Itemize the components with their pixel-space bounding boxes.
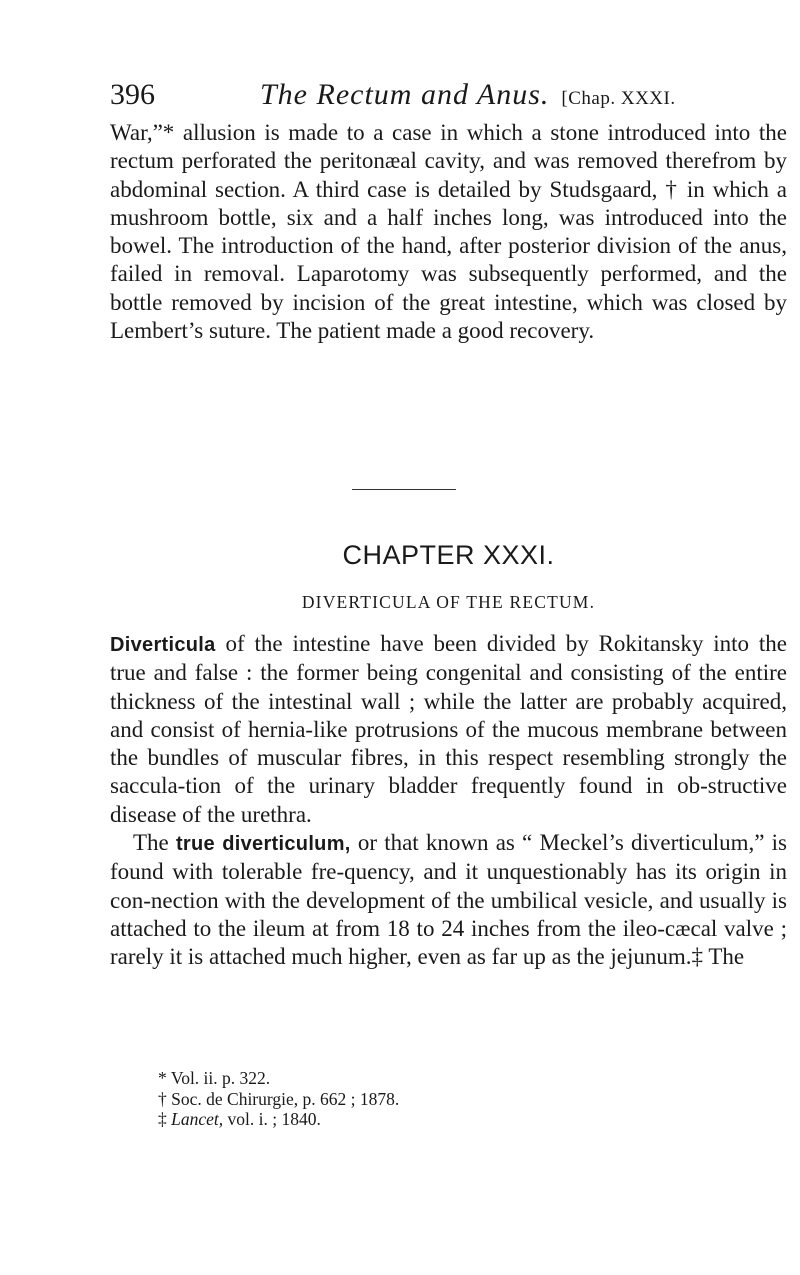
footnotes bbox=[158, 1068, 758, 1130]
footnote-text: vol. i. ; 1840. bbox=[223, 1109, 321, 1129]
footnote bbox=[158, 1109, 758, 1130]
paragraph-true-diverticulum bbox=[110, 829, 787, 971]
footnote-text: Soc. de Chirurgie, p. 662 ; 1878. bbox=[171, 1088, 400, 1109]
page-number: 396 bbox=[110, 78, 155, 111]
footnote-mark: † bbox=[158, 1088, 167, 1109]
running-header bbox=[110, 78, 790, 116]
chapter-title: CHAPTER XXXI. bbox=[342, 540, 555, 570]
section-divider bbox=[352, 489, 456, 491]
term-true-diverticulum: true diverticulum, bbox=[175, 833, 351, 856]
footnote-text: Vol. ii. p. 322. bbox=[170, 1068, 271, 1088]
footnote-mark: ‡ bbox=[158, 1109, 167, 1129]
body-text-block bbox=[110, 630, 787, 972]
footnote bbox=[158, 1089, 758, 1110]
lead-term-diverticula: Diverticula bbox=[110, 634, 216, 656]
top-paragraph-block bbox=[110, 119, 787, 345]
paragraph-2-pre: The bbox=[133, 830, 176, 856]
paragraph-diverticula bbox=[110, 630, 787, 829]
chapter-subtitle: DIVERTICULA OF THE RECTUM. bbox=[301, 592, 596, 612]
paragraph-1-text: of the intestine have been divided by Rokitansky into the true and false : the former being congenital and consisting of the entire thickness of the intestinal wall ; while the latter are probably acquired, and consist of hernia-like protrusions of the mucous membrane between the bundles of muscular fibres, in this respect resembling strongly the saccula-tion of the urinary bladder frequently found in ob-structive disease of the urethra. bbox=[110, 631, 787, 827]
footnote-italic-title: Lancet, bbox=[171, 1109, 224, 1129]
chapter-reference: [Chap. XXXI. bbox=[561, 88, 676, 109]
paragraph-2-text: or that known as “ Meckel’s diverticulum,” is found with tolerable fre-quency, and it unquestionably has its origin in con-nection with the development of the umbilical vesicle, and usually is attached to the ileum at from 18 to 24 inches from the ileo-cæcal valve ; rarely it is attached much higher, even as far up as the jejunum.‡ The bbox=[110, 830, 787, 970]
footnote bbox=[158, 1068, 758, 1089]
footnote-mark: * bbox=[158, 1068, 167, 1088]
running-title: The Rectum and Anus. bbox=[260, 78, 550, 111]
top-paragraph: War,”* allusion is made to a case in which a stone introduced into the rectum perforated the peritonæal cavity, and was removed therefrom by abdominal section. A third case is detailed by Studsgaard, † in which a mushroom bottle, six and a half inches long, was introduced into the bowel. The introduction of the hand, after posterior division of the anus, failed in removal. Laparotomy was subsequently performed, and the bottle removed by incision of the great intestine, which was closed by Lembert’s suture. The patient made a good recovery. bbox=[110, 120, 787, 344]
